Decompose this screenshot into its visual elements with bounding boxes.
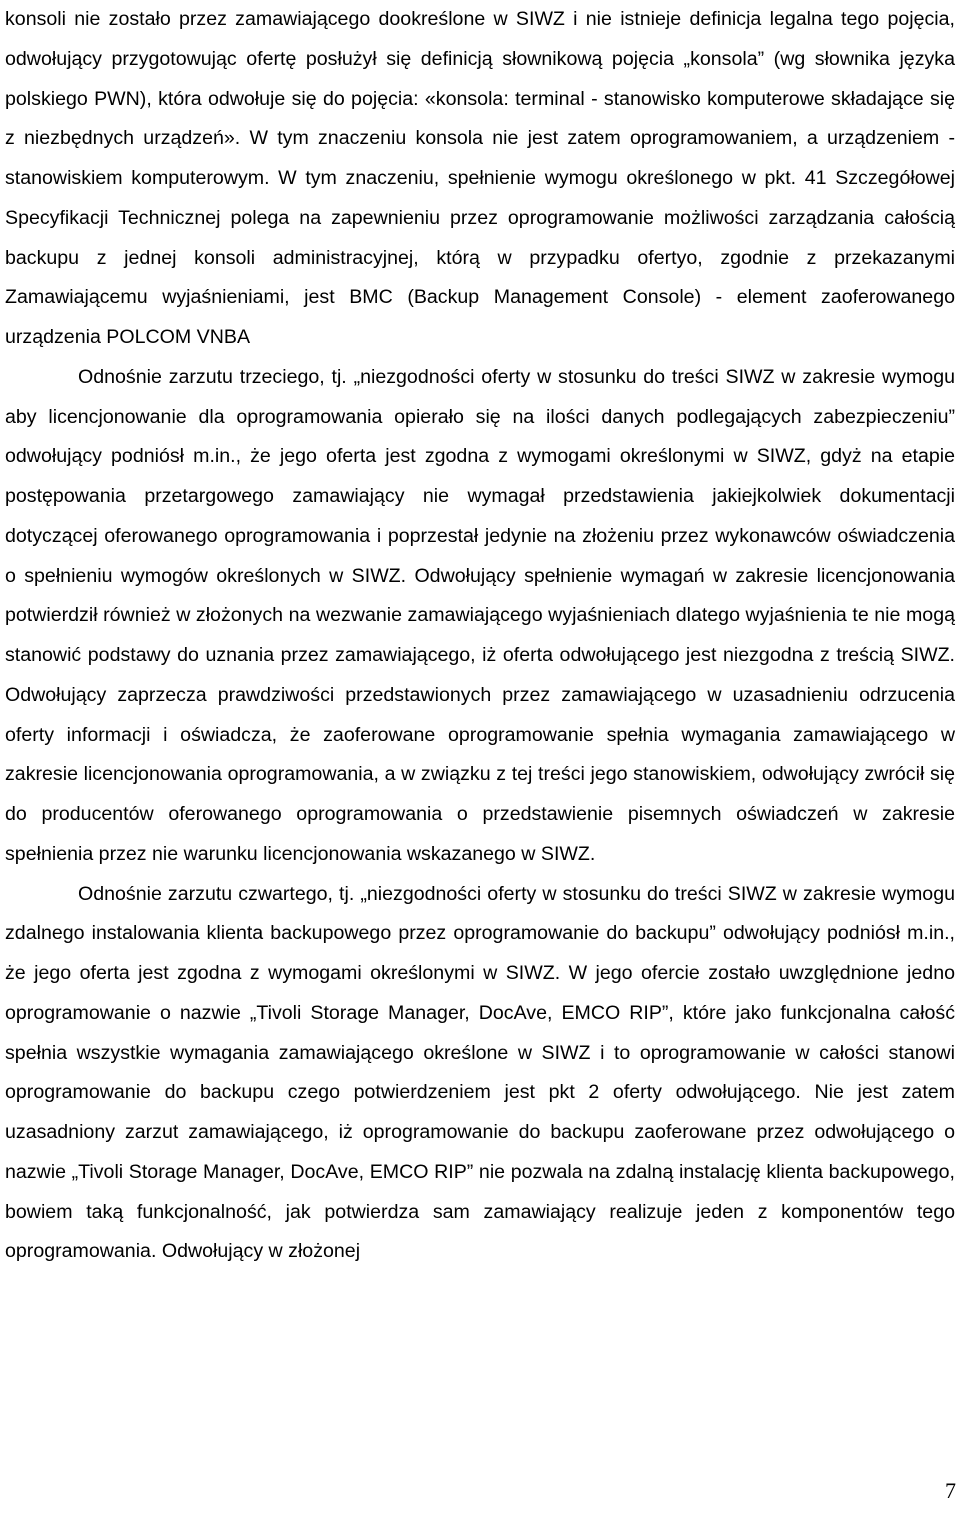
document-page [5, 0, 955, 1272]
paragraph-third-charge: Odnośnie zarzutu trzeciego, tj. „niezgodności oferty w stosunku do treści SIWZ w zakresie wymogu aby licencjonowanie dla oprogramowania opierało się na ilości danych podlegających zabezpieczeniu” odwołujący podniósł m.in., że jego oferta jest zgodna z wymogami określonymi w SIWZ, gdyż na etapie postępowania przetargowego zamawiający nie wymagał przedstawienia jakiejkolwiek dokumentacji dotyczącej oferowanego oprogramowania i poprzestał jedynie na złożeniu przez wykonawców oświadczenia o spełnieniu wymogów określonych w SIWZ. Odwołujący spełnienie wymagań w zakresie licencjonowania potwierdził również w złożonych na wezwanie zamawiającego wyjaśnieniach dlatego wyjaśnienia te nie mogą stanowić podstawy do uznania przez zamawiającego, iż oferta odwołującego jest niezgodna z treścią SIWZ. Odwołujący zaprzecza prawdziwości przedstawionych przez zamawiającego w uzasadnieniu odrzucenia oferty informacji i oświadcza, że zaoferowane oprogramowanie spełnia wymagania zamawiającego w zakresie licencjonowania oprogramowania, a w związku z tej treści jego stanowiskiem, odwołujący zwrócił się do producentów oferowanego oprogramowania o przedstawienie pisemnych oświadczeń w zakresie spełnienia przez nie warunku licencjonowania wskazanego w SIWZ. [5, 365, 955, 865]
paragraph-konsola-definition: konsoli nie zostało przez zamawiającego dookreślone w SIWZ i nie istnieje definicja legalna tego pojęcia, odwołujący przygotowując ofertę posłużył się definicją słownikową pojęcia „konsola” (wg słownika języka polskiego PWN), która odwołuje się do pojęcia: «konsola: terminal - stanowisko komputerowe składające się z niezbędnych urządzeń». W tym znaczeniu konsola nie jest zatem oprogramowaniem, a urządzeniem - stanowiskiem komputerowym. W tym znaczeniu, spełnienie wymogu określonego w pkt. 41 Szczegółowej Specyfikacji Technicznej polega na zapewnieniu przez oprogramowanie możliwości zarządzania całością backupu z jednej konsoli administracyjnej, którą w przypadku ofertyo, zgodnie z przekazanymi Zamawiającemu wyjaśnieniami, jest BMC (Backup Management Console) - element zaoferowanego urządzenia POLCOM VNBA [5, 8, 955, 348]
page-number: 7 [945, 1478, 956, 1503]
paragraph-fourth-charge: Odnośnie zarzutu czwartego, tj. „niezgodności oferty w stosunku do treści SIWZ w zakresie wymogu zdalnego instalowania klienta backupowego przez oprogramowanie do backupu” odwołujący podniósł m.in., że jego oferta jest zgodna z wymogami określonymi w SIWZ. W jego ofercie zostało uwzględnione jedno oprogramowanie o nazwie „Tivoli Storage Manager, DocAve, EMCO RIP”, które jako funkcjonalna całość spełnia wszystkie wymagania zamawiającego określone w SIWZ i to oprogramowanie w całości stanowi oprogramowanie do backupu czego potwierdzeniem jest pkt 2 oferty odwołującego. Nie jest zatem uzasadniony zarzut zamawiającego, iż oprogramowanie do backupu zaoferowane przez odwołującego o nazwie „Tivoli Storage Manager, DocAve, EMCO RIP” nie pozwala na zdalną instalację klienta backupowego, bowiem taką funkcjonalność, jak potwierdza sam zamawiający realizuje jeden z komponentów tego oprogramowania. Odwołujący w złożonej [5, 882, 955, 1263]
